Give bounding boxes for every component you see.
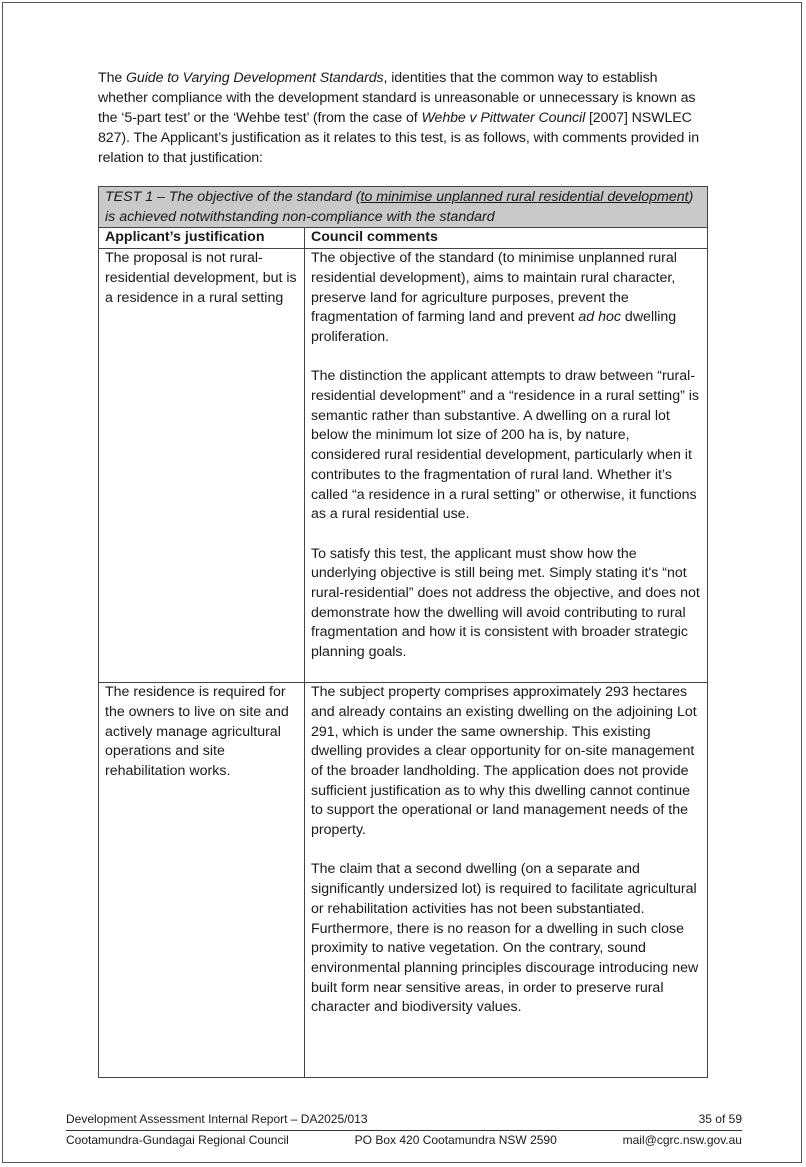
comment-paragraph: The distinction the applicant attempts to draw between “rural-residential development” and a “residence in a rural setting” is semantic rather than substantive. A dwelling on a rural lot below the minimum lot size of 200 ha is, by nature, considered rural residential development, particularly when it contributes to the fragmentation of rural land. Whether it’s called “a residence in a rural setting” or otherwise, it functions as a rural residential use. bbox=[311, 368, 699, 523]
footer-report-line bbox=[66, 1112, 742, 1131]
comment-paragraph: The objective of the standard (to minimise unplanned rural residential development), aims to maintain rural character, preserve land for agriculture purposes, prevent the fragmentation of farming land and prevent ad hoc dwelling proliferation. bbox=[311, 250, 677, 345]
col-header-justification: Applicant’s justification bbox=[99, 228, 305, 249]
justification-cell: The residence is required for the owners to live on site and actively manage agricultural operations and site rehabilitation works. bbox=[99, 683, 305, 1078]
comment-cell bbox=[305, 249, 708, 683]
test-heading: TEST 1 – The objective of the standard (to minimise unplanned rural residential development) is achieved notwithstanding non-compliance with the standard bbox=[99, 187, 708, 228]
comment-paragraph: To satisfy this test, the applicant must show how the underlying objective is still being met. Simply stating it's “not rural-residential” does not address the objective, and does not demonstrate how the dwelling will avoid contributing to rural fragmentation and how it is consistent with broader strategic planning goals. bbox=[311, 545, 700, 661]
guide-title: Guide to Varying Development Standards bbox=[126, 70, 384, 86]
table-row bbox=[99, 249, 708, 683]
footer-page-number: 35 of 59 bbox=[698, 1112, 742, 1126]
justification-cell: The proposal is not rural-residential development, but is a residence in a rural setting bbox=[99, 249, 305, 683]
footer-email: mail@cgrc.nsw.gov.au bbox=[622, 1133, 742, 1147]
case-name: Wehbe v Pittwater Council bbox=[421, 110, 586, 126]
footer-report-title: Development Assessment Internal Report – DA2025/013 bbox=[66, 1112, 368, 1126]
footer-address: PO Box 420 Cootamundra NSW 2590 bbox=[354, 1133, 557, 1147]
test-objective: to minimise unplanned rural residential development bbox=[360, 189, 689, 205]
comment-paragraph: The claim that a second dwelling (on a separate and significantly undersized lot) is required to facilitate agricultural or rehabilitation activities has not been substantiated. Furthermore, there is no reason for a dwelling in such close proximity to native vegetation. On the contrary, sound environmental planning principles discourage introducing new built form near sensitive areas, in order to preserve rural character and biodiversity values. bbox=[311, 861, 699, 1016]
test-heading-row bbox=[99, 187, 708, 228]
intro-paragraph: The Guide to Varying Development Standards, identities that the common way to establish whether compliance with the development standard is unreasonable or unnecessary is known as the ‘5-part test’ or the ‘Wehbe test’ (from the case of Wehbe v Pittwater Council [2007] NSWLEC 827). The Applicant’s justification as it relates to this test, is as follows, with comments provided in relation to that justification: bbox=[98, 70, 699, 166]
footer-contact-line bbox=[66, 1133, 742, 1147]
comment-cell bbox=[305, 683, 708, 1078]
footer-council: Cootamundra-Gundagai Regional Council bbox=[66, 1133, 289, 1147]
col-header-comments: Council comments bbox=[305, 228, 708, 249]
justification-table bbox=[98, 186, 708, 1078]
comment-paragraph: The subject property comprises approximately 293 hectares and already contains an existing dwelling on the adjoining Lot 291, which is under the same ownership. This existing dwelling provides a clear opportunity for on-site management of the broader landholding. The application does not provide sufficient justification as to why this dwelling cannot continue to support the operational or land management needs of the property. bbox=[311, 684, 697, 839]
table-row bbox=[99, 683, 708, 1078]
column-header-row bbox=[99, 228, 708, 249]
